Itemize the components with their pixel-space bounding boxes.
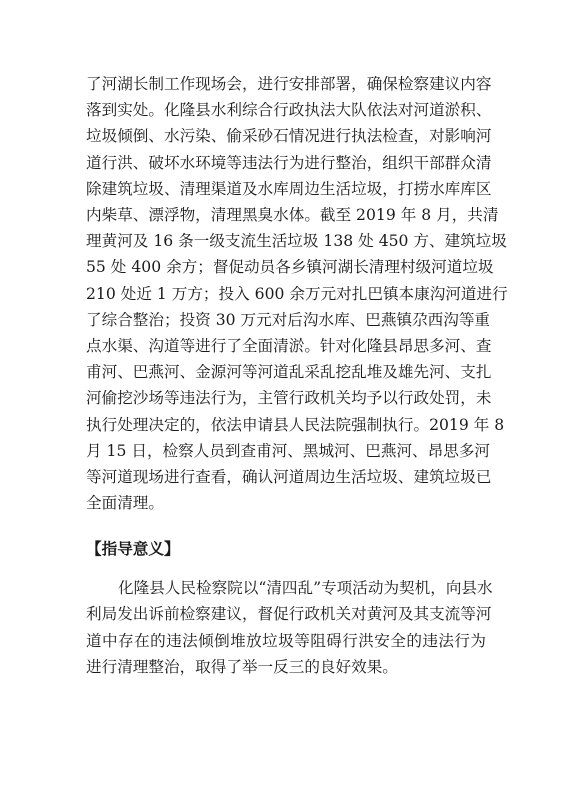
text-line: 河偷挖沙场等违法行为，主管行政机关均予以行政处罚，未 [86,389,492,407]
text-line: 理黄河及 16 条一级支流生活垃圾 138 处 450 方、建筑垃圾 [86,232,507,250]
text-line: 全面清理。 [86,494,164,512]
text-line: 55 处 400 余方；督促动员各乡镇河湖长清理村级河道垃圾 [86,258,494,276]
text-line: 进行清理整治，取得了举一反三的良好效果。 [86,658,398,676]
text-line: 垃圾倾倒、水污染、偷采砂石情况进行执法检查，对影响河 [86,127,492,145]
text-line: 落到实处。化隆县水利综合行政执法大队依法对河道淤积、 [86,101,492,119]
text-line: 执行处理决定的，依法申请县人民法院强制执行。2019 年 8 [86,416,505,434]
text-line: 除建筑垃圾、清理渠道及水库周边生活垃圾，打捞水库库区 [86,180,492,198]
section-heading: 【指导意义】 [86,540,180,558]
text-line: 月 15 日，检察人员到查甫河、黑城河、巴燕河、昂思多河 [86,442,491,460]
text-line: 甫河、巴燕河、金源河等河道乱采乱挖乱堆及雄先河、支扎 [86,363,492,381]
text-line: 道中存在的违法倾倒堆放垃圾等阻碍行洪安全的违法行为 [86,632,486,650]
text-line: 了河湖长制工作现场会，进行安排部署，确保检察建议内容 [86,75,492,93]
text-line: 210 处近 1 万方；投入 600 余万元对扎巴镇本康沟河道进行 [86,285,508,303]
text-line: 了综合整治；投资 30 万元对后沟水库、巴燕镇尕西沟等重 [86,311,491,329]
text-line: 利局发出诉前检察建议，督促行政机关对黄河及其支流等河 [86,605,492,623]
text-line: 点水渠、沟道等进行了全面清淤。针对化隆县昂思多河、查 [86,337,492,355]
text-line: 化隆县人民检察院以“清四乱”专项活动为契机，向县水 [118,579,493,597]
text-line: 等河道现场进行查看，确认河道周边生活垃圾、建筑垃圾已 [86,468,492,486]
text-line: 内柴草、漂浮物，清理黑臭水体。截至 2019 年 8 月，共清 [86,206,499,224]
text-line: 道行洪、破坏水环境等违法行为进行整治，组织干部群众清 [86,154,492,172]
